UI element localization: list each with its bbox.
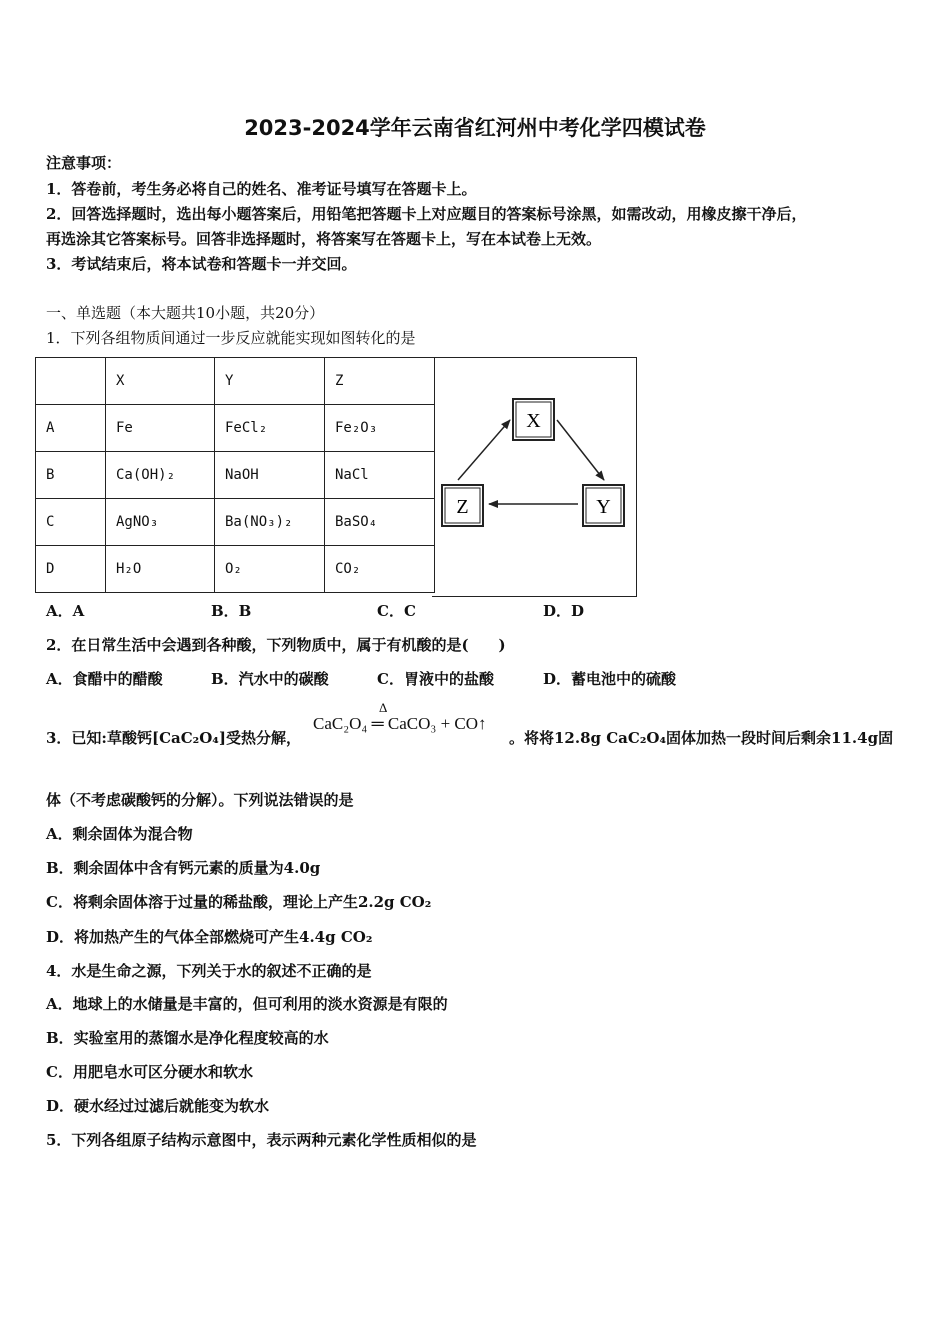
table-cell: Fe₂O₃ — [325, 405, 435, 452]
table-cell: B — [36, 452, 106, 499]
table-row — [36, 405, 435, 452]
table-row — [36, 452, 435, 499]
table-cell: Ca(OH)₂ — [106, 452, 215, 499]
q1-stem: 1．下列各组物质间通过一步反应就能实现如图转化的是 — [46, 329, 416, 347]
table-cell: CO₂ — [325, 546, 435, 593]
q3-equation: CaC₂O₄ ═ CaCO₃ + CO↑ — [313, 714, 487, 733]
table-cell: NaOH — [215, 452, 325, 499]
q1-option-c[interactable]: C．C — [377, 602, 416, 620]
q3-option-a[interactable]: A．剩余固体为混合物 — [46, 825, 193, 843]
table-cell: C — [36, 499, 106, 546]
q4-option-c[interactable]: C．用肥皂水可区分硬水和软水 — [46, 1063, 253, 1081]
notice-heading: 注意事项： — [46, 154, 122, 172]
q2-option-d[interactable]: D．蓄电池中的硫酸 — [543, 670, 677, 688]
q4-option-b[interactable]: B．实验室用的蒸馏水是净化程度较高的水 — [46, 1029, 329, 1047]
conversion-diagram — [432, 357, 637, 597]
table-cell: Fe — [106, 405, 215, 452]
table-header-row — [36, 358, 435, 405]
q3-heat-symbol: Δ — [379, 700, 388, 715]
table-cell: O₂ — [215, 546, 325, 593]
q1-option-a[interactable]: A．A — [46, 602, 85, 620]
notice-item-2: 2．回答选择题时，选出每小题答案后，用铅笔把答题卡上对应题目的答案标号涂黑，如需改动，用橡皮擦干净后， — [46, 205, 807, 223]
q2-stem: 2．在日常生活中会遇到各种酸，下列物质中，属于有机酸的是( ) — [46, 636, 506, 654]
q2-option-b[interactable]: B．汽水中的碳酸 — [211, 670, 329, 688]
q3-stem-part3: 体（不考虑碳酸钙的分解）。下列说法错误的是 — [46, 791, 354, 809]
notice-item-1: 1．答卷前，考生务必将自己的姓名、准考证号填写在答题卡上。 — [46, 180, 477, 198]
table-cell: NaCl — [325, 452, 435, 499]
label-z: Z — [456, 496, 469, 518]
notice-item-3: 3．考试结束后，将本试卷和答题卡一并交回。 — [46, 255, 357, 273]
table-cell: AgNO₃ — [106, 499, 215, 546]
label-y: Y — [596, 496, 611, 518]
table-cell: BaSO₄ — [325, 499, 435, 546]
q3-option-b[interactable]: B．剩余固体中含有钙元素的质量为4.0g — [46, 859, 321, 877]
table-cell: X — [106, 358, 215, 405]
table-cell: A — [36, 405, 106, 452]
table-row — [36, 546, 435, 593]
q3-stem-part1: 3．已知:草酸钙[CaC₂O₄]受热分解， — [46, 729, 301, 747]
table-cell: Y — [215, 358, 325, 405]
q1-table — [35, 357, 435, 593]
table-cell: H₂O — [106, 546, 215, 593]
q4-stem: 4．水是生命之源，下列关于水的叙述不正确的是 — [46, 962, 372, 980]
q3-option-d[interactable]: D．将加热产生的气体全部燃烧可产生4.4g CO₂ — [46, 928, 373, 946]
q2-option-c[interactable]: C．胃液中的盐酸 — [377, 670, 494, 688]
table-cell: FeCl₂ — [215, 405, 325, 452]
q4-option-a[interactable]: A．地球上的水储量是丰富的，但可利用的淡水资源是有限的 — [46, 995, 448, 1013]
q3-option-c[interactable]: C．将剩余固体溶于过量的稀盐酸，理论上产生2.2g CO₂ — [46, 893, 432, 911]
q2-option-a[interactable]: A．食醋中的醋酸 — [46, 670, 163, 688]
notice-item-2-cont: 再选涂其它答案标号。回答非选择题时，将答案写在答题卡上，写在本试卷上无效。 — [46, 230, 602, 248]
arrow-x-to-y — [557, 420, 604, 480]
q1-option-d[interactable]: D．D — [543, 602, 585, 620]
q3-stem-part2: 。将将12.8g CaC₂O₄固体加热一段时间后剩余11.4g固 — [509, 729, 894, 747]
label-x: X — [526, 410, 541, 432]
arrow-z-to-x — [458, 420, 510, 480]
q4-option-d[interactable]: D．硬水经过过滤后就能变为软水 — [46, 1097, 270, 1115]
q1-option-b[interactable]: B．B — [211, 602, 252, 620]
table-cell — [36, 358, 106, 405]
q5-stem: 5．下列各组原子结构示意图中，表示两种元素化学性质相似的是 — [46, 1131, 477, 1149]
table-cell: Ba(NO₃)₂ — [215, 499, 325, 546]
table-cell: D — [36, 546, 106, 593]
table-row — [36, 499, 435, 546]
page-title: 2023-2024学年云南省红河州中考化学四模试卷 — [244, 116, 706, 140]
section-heading: 一、单选题（本大题共10小题，共20分） — [46, 304, 325, 322]
table-cell: Z — [325, 358, 435, 405]
